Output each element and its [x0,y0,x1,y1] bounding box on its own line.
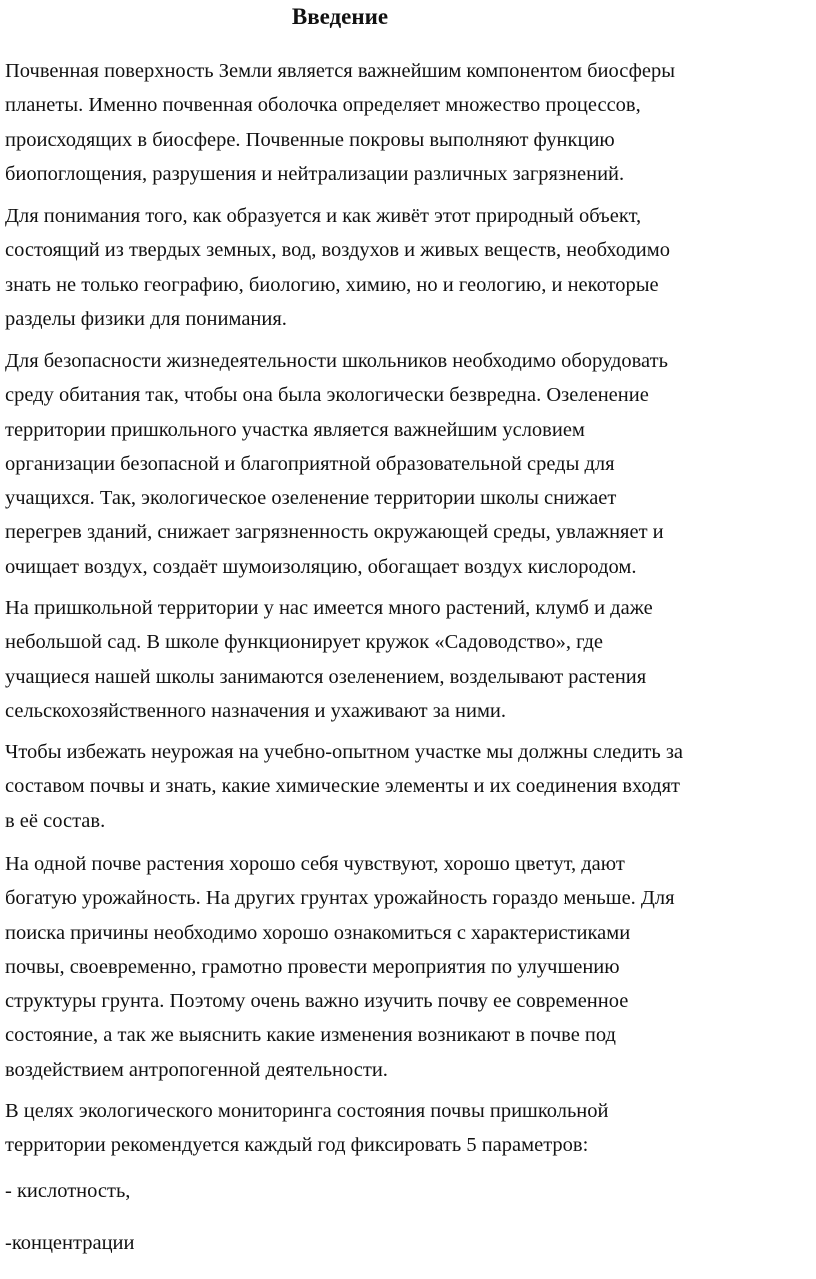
text-line: очищает воздух, создаёт шумоизоляцию, обогащает воздух кислородом. [5,555,637,578]
text-line: На одной почве растения хорошо себя чувствуют, хорошо цветут, дают [5,853,625,875]
text-line: перегрев зданий, снижает загрязненность окружающей среды, увлажняет и [5,521,664,544]
text-line: В целях экологического мониторинга состояния почвы пришкольной [5,1100,609,1122]
list-item-acidity [5,1174,813,1208]
text-line: учащихся. Так, экологическое озеленение территории школы снижает [5,487,617,510]
paragraph-intro [5,54,813,191]
text-line: Для безопасности жизнедеятельности школьников необходимо оборудовать [5,350,668,372]
text-line: состояние, а так же выяснить какие изменения возникают в почве под [5,1024,616,1047]
text-line: учащиеся нашей школы занимаются озеленением, возделывают растения [5,665,647,688]
text-line: структуры грунта. Поэтому очень важно изучить почву ее современное [5,990,629,1013]
text-line: разделы физики для понимания. [5,307,287,330]
text-line: богатую урожайность. На других грунтах урожайность гораздо меньше. Для [5,887,675,910]
text-line: воздействием антропогенной деятельности. [5,1058,388,1081]
paragraph-yield [5,847,813,1087]
paragraph-soil-composition [5,735,813,838]
text-line: Чтобы избежать неурожая на учебно-опытном участке мы должны следить за [5,741,684,763]
text-line: Почвенная поверхность Земли является важнейшим компонентом биосферы [5,60,675,82]
paragraph-understanding [5,199,813,336]
text-line: состоящий из твердых земных, вод, воздухов и живых веществ, необходимо [5,239,670,262]
text-line: происходящих в биосфере. Почвенные покровы выполняют функцию [5,128,615,151]
text-line: знать не только географию, биологию, химию, но и геологию, и некоторые [5,273,659,296]
text-line: сельскохозяйственного назначения и ухаживают за ними. [5,699,507,722]
text-line: среду обитания так, чтобы она была экологически безвредна. Озеленение [5,384,649,407]
text-line: организации безопасной и благоприятной образовательной среды для [5,452,615,475]
text-line: Для понимания того, как образуется и как живёт этот природный объект, [5,205,642,227]
text-line: биопоглощения, разрушения и нейтрализации различных загрязнений. [5,162,625,185]
text-line: планеты. Именно почвенная оболочка определяет множество процессов, [5,94,641,117]
paragraph-safety [5,344,813,584]
text-line: -концентрации [5,1232,135,1254]
text-line: почвы, своевременно, грамотно провести мероприятия по улучшению [5,955,620,978]
text-line: в её состав. [5,809,106,832]
text-line: небольшой сад. В школе функционирует кружок «Садоводство», где [5,631,603,654]
page-title: Введение [291,4,389,29]
list-item-concentration [5,1226,813,1260]
text-line: - кислотность, [5,1180,131,1202]
paragraph-monitoring [5,1094,813,1163]
text-line: территории рекомендуется каждый год фиксировать 5 параметров: [5,1134,589,1157]
paragraph-school-territory [5,591,813,728]
text-line: составом почвы и знать, какие химические элементы и их соединения входят [5,775,680,798]
text-line: На пришкольной территории у нас имеется много растений, клумб и даже [5,597,653,619]
text-line: территории пришкольного участка является важнейшим условием [5,418,585,441]
text-line: поиска причины необходимо хорошо ознакомиться с характеристиками [5,921,631,944]
